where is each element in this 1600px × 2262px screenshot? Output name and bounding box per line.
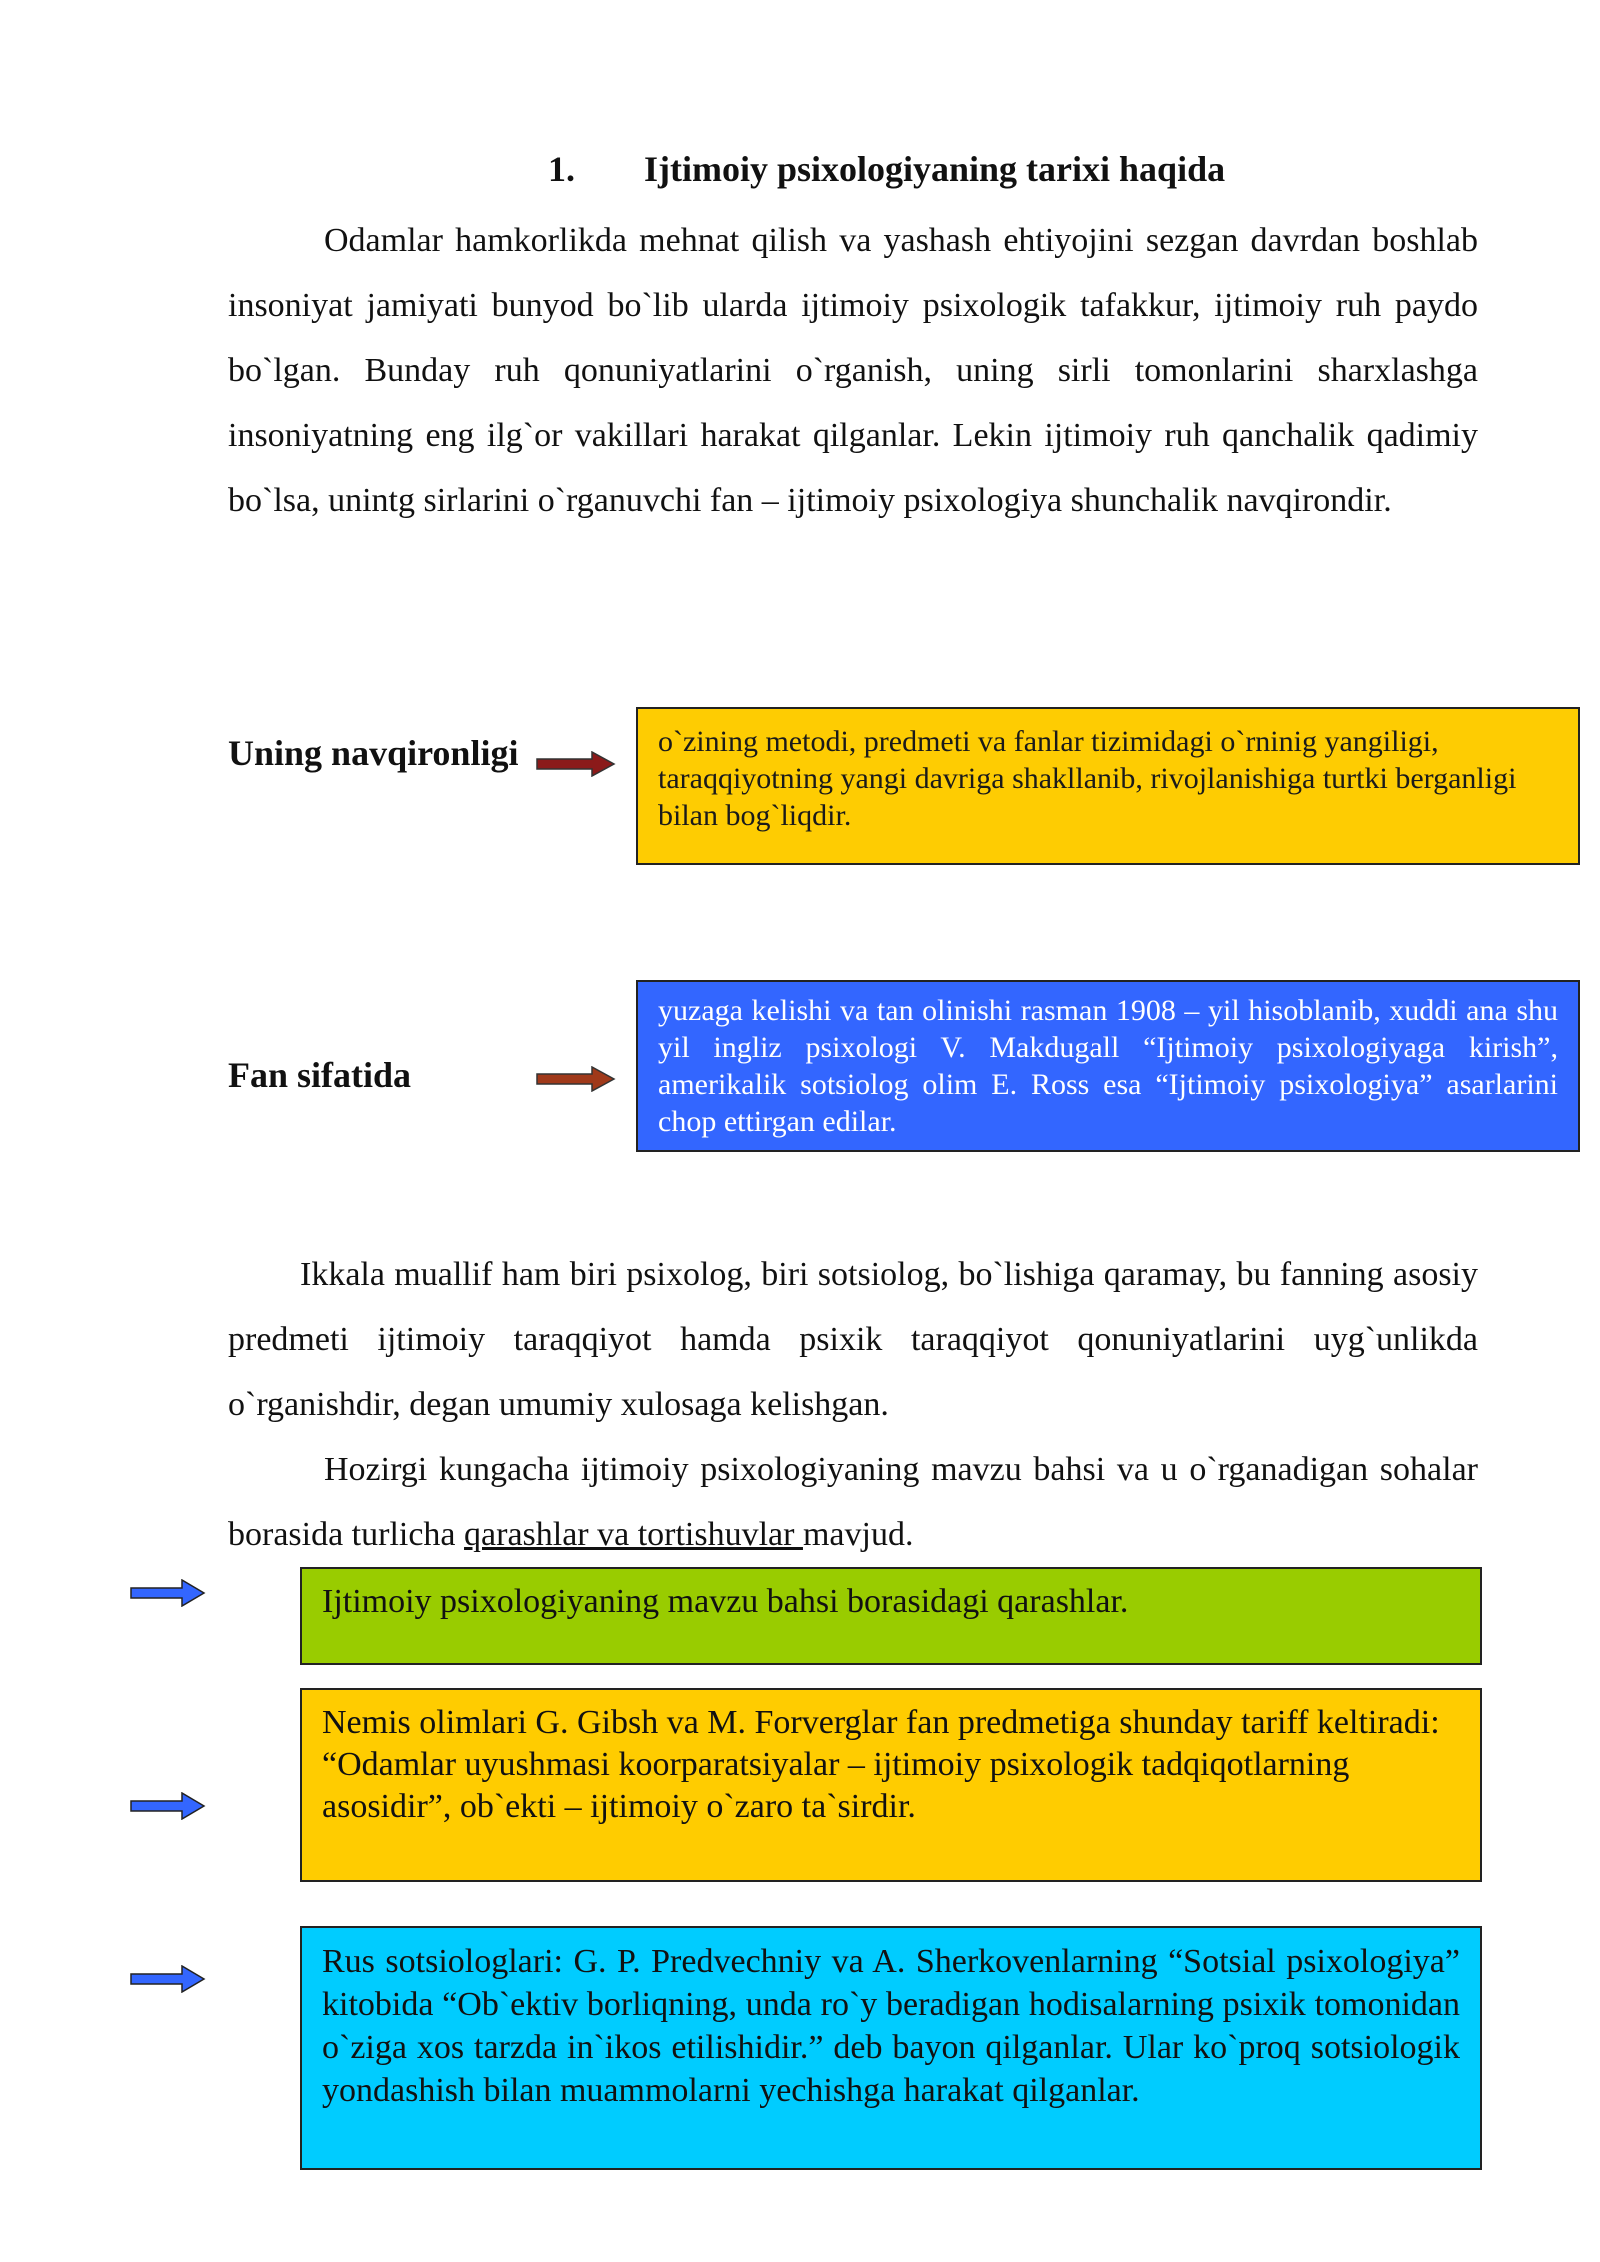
as-science-box [636, 980, 1580, 1152]
view-box-russian [300, 1926, 1482, 2170]
side-arrow-icon [130, 1579, 206, 1607]
heading-title: Ijtimoiy psixologiyaning tarixi haqida [644, 149, 1226, 189]
view-box-german [300, 1688, 1482, 1882]
novelty-arrow-icon [536, 751, 616, 777]
view-box-german-text: Nemis olimlari G. Gibsh va M. Forverglar fan predmetiga shunday tariff keltiradi: “Odamlar uyushmasi koorparatsiyalar – ijtimoiy psixologik tadqiqotlarning asosidir”, ob`ekti – ijtimoiy o`zaro ta`sirdir. [322, 1704, 1440, 1825]
novelty-box-text: o`zining metodi, predmeti va fanlar tizimidagi o`rninig yangiligi, taraqqiyotning yangi davriga shakllanib, rivojlanishiga turtki berganligi bilan bog`liqdir. [658, 725, 1517, 832]
heading-number: 1. [548, 149, 575, 189]
novelty-label: Uning navqironligi [228, 733, 519, 773]
as-science-label: Fan sifatida [228, 1055, 412, 1095]
views-intro-before: Hozirgi kungacha ijtimoiy psixologiyaning mavzu bahsi va u o`rganadigan sohalar borasida turlicha [228, 1451, 1478, 1553]
views-intro-underlined: qarashlar va tortishuvlar [464, 1516, 803, 1553]
novelty-box [636, 707, 1580, 865]
authors-paragraph [228, 1242, 1478, 1437]
views-intro-paragraph [228, 1437, 1478, 1567]
side-arrow-icon [130, 1792, 206, 1820]
views-intro-after: mavjud. [802, 1516, 914, 1553]
authors-paragraph-text: Ikkala muallif ham biri psixolog, biri sotsiolog, bo`lishiga qaramay, bu fanning asosiy predmeti ijtimoiy taraqqiyot hamda psixik taraqqiyot qonuniyatlarini uyg`unlikda o`rganishdir, degan umumiy xulosaga kelishgan. [228, 1256, 1478, 1423]
view-box-topic-text: Ijtimoiy psixologiyaning mavzu bahsi borasidagi qarashlar. [322, 1583, 1129, 1620]
section-heading [548, 148, 1348, 190]
side-arrow-icon [130, 1965, 206, 1993]
intro-paragraph [228, 208, 1478, 533]
as-science-arrow-icon [536, 1066, 616, 1092]
view-box-russian-text: Rus sotsiologlari: G. P. Predvechniy va A. Sherkovenlarning “Sotsial psixologiya” kitobida “Ob`ektiv borliqning, unda ro`y beradigan hodisalarning psixik tomonidan o`ziga xos tarzda in`ikos etilishidir.” deb bayon qilganlar. Ular ko`proq sotsiologik yondashish bilan muammolarni yechishga harakat qilganlar. [322, 1943, 1460, 2109]
as-science-box-text: yuzaga kelishi va tan olinishi rasman 1908 – yil hisoblanib, xuddi ana shu yil ingliz psixologi V. Makdugall “Ijtimoiy psixologiyaga kirish”, amerikalik sotsiolog olim E. Ross esa “Ijtimoiy psixologiya” asarlarini chop ettirgan edilar. [658, 994, 1558, 1138]
view-box-topic [300, 1567, 1482, 1665]
intro-paragraph-text: Odamlar hamkorlikda mehnat qilish va yashash ehtiyojini sezgan davrdan boshlab insoniyat jamiyati bunyod bo`lib ularda ijtimoiy psixologik tafakkur, ijtimoiy ruh paydo bo`lgan. Bunday ruh qonuniyatlarini o`rganish, uning sirli tomonlarini sharxlashga insoniyatning eng ilg`or vakillari harakat qilganlar. Lekin ijtimoiy ruh qanchalik qadimiy bo`lsa, unintg sirlarini o`rganuvchi fan – ijtimoiy psixologiya shunchalik navqirondir. [228, 222, 1478, 519]
